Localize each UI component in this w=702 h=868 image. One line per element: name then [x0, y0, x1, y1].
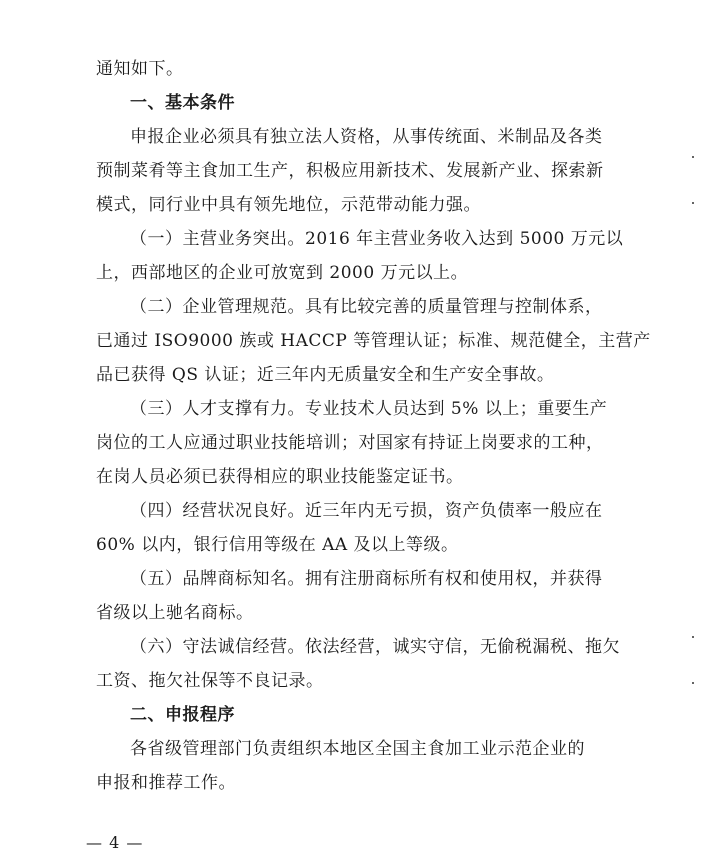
text-line: （四）经营状况良好。近三年内无亏损，资产负债率一般应在	[130, 501, 603, 521]
text-line: 品已获得 QS 认证；近三年内无质量安全和生产安全事故。	[96, 365, 555, 385]
scan-speck	[692, 202, 694, 204]
page-number: — 4 —	[86, 833, 144, 852]
text-line: 岗位的工人应通过职业技能培训；对国家有持证上岗要求的工种，	[96, 433, 604, 453]
text-line: 通知如下。	[96, 59, 184, 79]
text-line: 已通过 ISO9000 族或 HACCP 等管理认证；标准、规范健全，主营产	[96, 331, 651, 351]
text-line: （五）品牌商标知名。拥有注册商标所有权和使用权，并获得	[130, 569, 603, 589]
text-line: 各省级管理部门负责组织本地区全国主食加工业示范企业的	[130, 739, 585, 759]
text-line: 在岗人员必须已获得相应的职业技能鉴定证书。	[96, 467, 464, 487]
text-line: 工资、拖欠社保等不良记录。	[96, 671, 324, 691]
text-line: （一）主营业务突出。2016 年主营业务收入达到 5000 万元以	[130, 229, 624, 249]
text-line: （二）企业管理规范。具有比较完善的质量管理与控制体系，	[130, 297, 603, 317]
text-line: 申报和推荐工作。	[96, 773, 236, 793]
text-line: 省级以上驰名商标。	[96, 603, 254, 623]
document-body	[96, 52, 651, 800]
scan-speck	[692, 636, 694, 638]
text-line: 模式，同行业中具有领先地位，示范带动能力强。	[96, 195, 481, 215]
text-line: （六）守法诚信经营。依法经营，诚实守信，无偷税漏税、拖欠	[130, 637, 620, 657]
scan-speck	[692, 682, 694, 684]
text-line: （三）人才支撑有力。专业技术人员达到 5% 以上；重要生产	[130, 399, 608, 419]
text-line: 预制菜肴等主食加工生产，积极应用新技术、发展新产业、探索新	[96, 161, 604, 181]
section-heading-basic-conditions: 一、基本条件	[130, 93, 235, 113]
text-line: 申报企业必须具有独立法人资格，从事传统面、米制品及各类	[130, 127, 603, 147]
text-line: 上，西部地区的企业可放宽到 2000 万元以上。	[96, 263, 469, 283]
section-heading-application-procedure: 二、申报程序	[130, 705, 235, 725]
scan-speck	[692, 156, 694, 158]
text-line: 60% 以内，银行信用等级在 AA 及以上等级。	[96, 535, 459, 555]
